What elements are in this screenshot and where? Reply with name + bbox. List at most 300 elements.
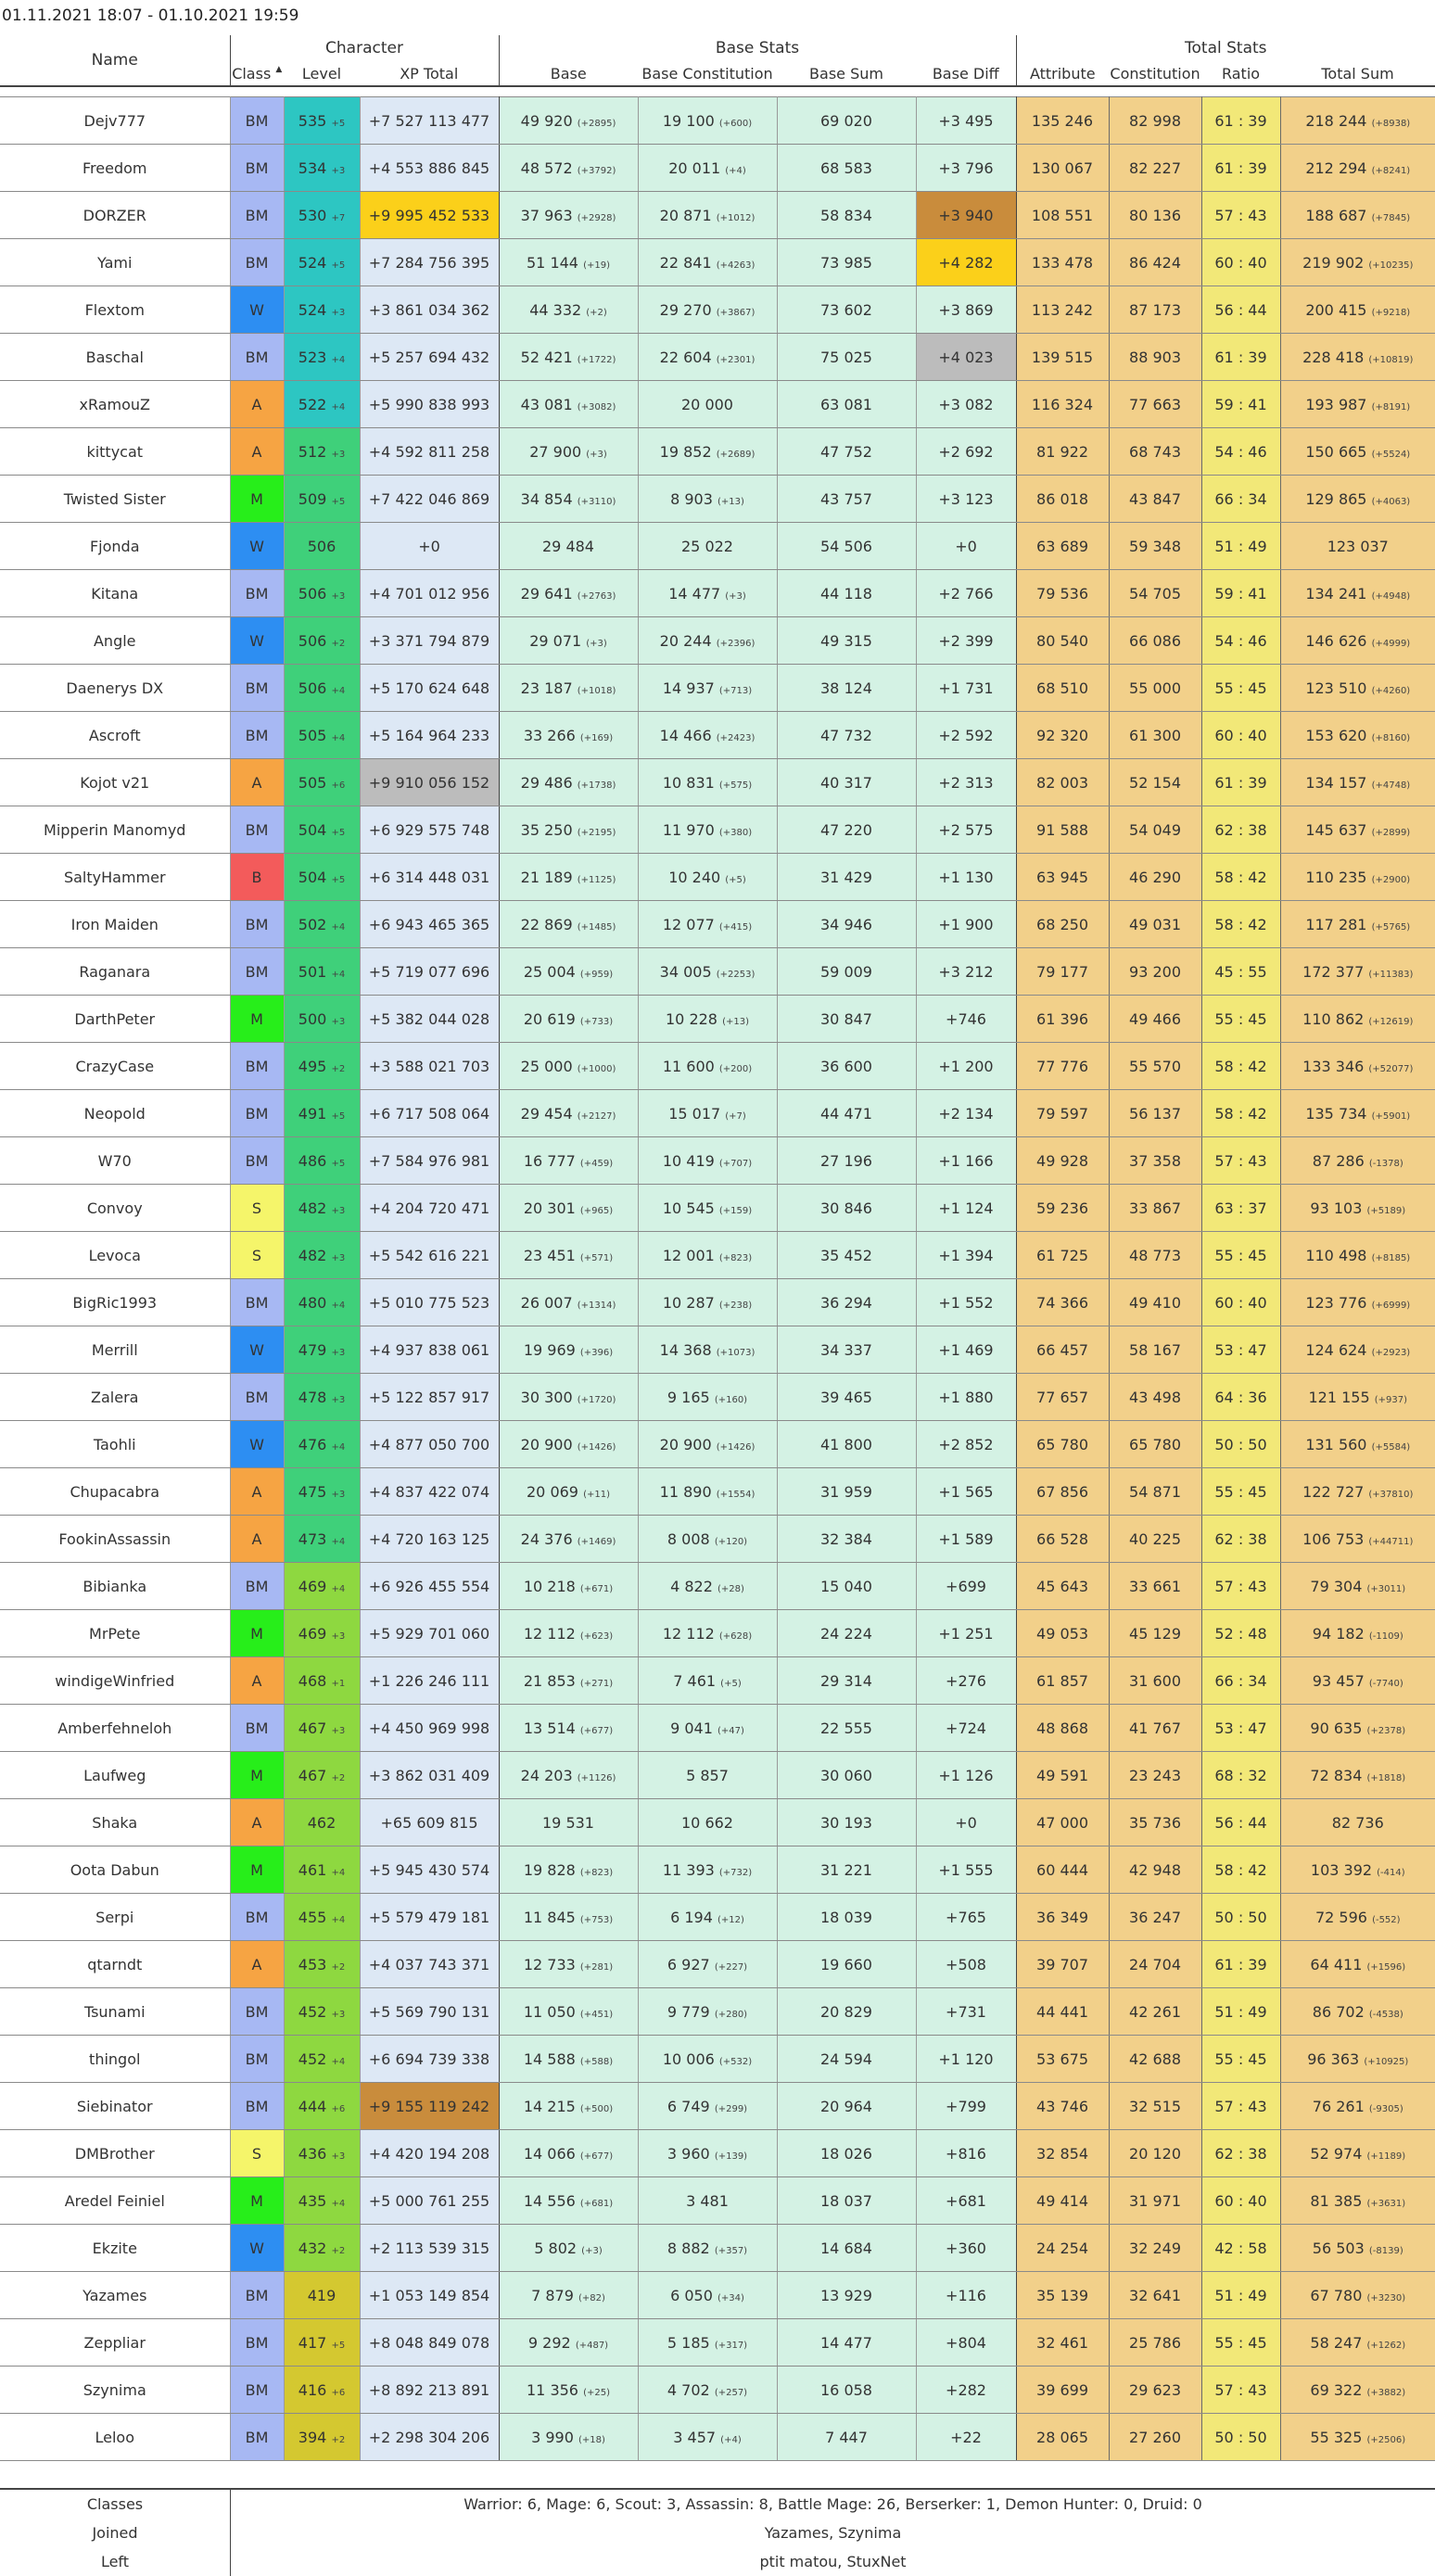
total-sum-cell: 172 377 (+11383) [1280, 948, 1435, 996]
class-badge: W [230, 286, 284, 334]
base-diff-cell: +2 399 [916, 617, 1016, 665]
player-name[interactable]: Bibianka [0, 1563, 230, 1610]
summary-label: Joined [0, 2519, 231, 2547]
header-xp-total[interactable]: XP Total [360, 61, 499, 86]
base-sum-cell: 31 959 [777, 1468, 916, 1516]
player-name[interactable]: MrPete [0, 1610, 230, 1657]
table-row [0, 617, 1435, 665]
attribute-cell: 61 396 [1016, 996, 1109, 1043]
player-name[interactable]: Raganara [0, 948, 230, 996]
constitution-cell: 56 137 [1109, 1090, 1201, 1137]
ratio-cell: 45 : 55 [1201, 948, 1280, 996]
constitution-cell: 41 767 [1109, 1705, 1201, 1752]
total-sum-cell: 87 286 (-1378) [1280, 1137, 1435, 1185]
base-cell: 10 218 (+671) [499, 1563, 638, 1610]
base-sum-cell: 14 684 [777, 2225, 916, 2272]
level-cell: 482 +3 [284, 1232, 360, 1279]
xp-total-cell: +9 995 452 533 [360, 192, 499, 239]
base-cell: 26 007 (+1314) [499, 1279, 638, 1326]
ratio-cell: 42 : 58 [1201, 2225, 1280, 2272]
class-badge: BM [230, 1137, 284, 1185]
base-cell: 29 486 (+1738) [499, 759, 638, 806]
player-name[interactable]: Fjonda [0, 523, 230, 570]
class-badge: W [230, 617, 284, 665]
player-name[interactable]: Neopold [0, 1090, 230, 1137]
xp-total-cell: +5 164 964 233 [360, 712, 499, 759]
player-name[interactable]: Kojot v21 [0, 759, 230, 806]
summary-label: Left [0, 2547, 231, 2576]
base-constitution-cell: 20 900 (+1426) [638, 1421, 777, 1468]
xp-total-cell: +7 584 976 981 [360, 1137, 499, 1185]
base-diff-cell: +360 [916, 2225, 1016, 2272]
player-name[interactable]: Convoy [0, 1185, 230, 1232]
table-row [0, 759, 1435, 806]
header-constitution[interactable]: Constitution [1109, 61, 1201, 86]
player-name[interactable]: Levoca [0, 1232, 230, 1279]
ratio-cell: 61 : 39 [1201, 759, 1280, 806]
header-character-group: Character [230, 35, 499, 61]
base-sum-cell: 47 220 [777, 806, 916, 854]
player-name[interactable]: Siebinator [0, 2083, 230, 2130]
total-sum-cell: 212 294 (+8241) [1280, 145, 1435, 192]
base-cell: 12 733 (+281) [499, 1941, 638, 1988]
ratio-cell: 62 : 38 [1201, 806, 1280, 854]
base-diff-cell: +3 212 [916, 948, 1016, 996]
ratio-cell: 55 : 45 [1201, 1468, 1280, 1516]
ratio-cell: 55 : 45 [1201, 996, 1280, 1043]
base-cell: 24 376 (+1469) [499, 1516, 638, 1563]
player-name[interactable]: windigeWinfried [0, 1657, 230, 1705]
base-constitution-cell: 22 604 (+2301) [638, 334, 777, 381]
class-badge: M [230, 1610, 284, 1657]
class-badge: A [230, 381, 284, 428]
class-badge: BM [230, 1090, 284, 1137]
level-cell: 506 +2 [284, 617, 360, 665]
xp-total-cell: +6 717 508 064 [360, 1090, 499, 1137]
ratio-cell: 57 : 43 [1201, 2367, 1280, 2414]
class-badge: W [230, 523, 284, 570]
total-sum-cell: 117 281 (+5765) [1280, 901, 1435, 948]
attribute-cell: 60 444 [1016, 1846, 1109, 1894]
player-name[interactable]: thingol [0, 2036, 230, 2083]
table-row [0, 2083, 1435, 2130]
table-row [0, 1799, 1435, 1846]
base-sum-cell: 30 060 [777, 1752, 916, 1799]
player-name[interactable]: Aredel Feiniel [0, 2177, 230, 2225]
base-cell: 20 619 (+733) [499, 996, 638, 1043]
summary-table [0, 2488, 1435, 2576]
xp-total-cell: +4 720 163 125 [360, 1516, 499, 1563]
base-diff-cell: +2 766 [916, 570, 1016, 617]
player-name[interactable]: Chupacabra [0, 1468, 230, 1516]
total-sum-cell: 129 865 (+4063) [1280, 476, 1435, 523]
stats-table [0, 35, 1435, 2461]
constitution-cell: 82 998 [1109, 97, 1201, 145]
base-cell: 5 802 (+3) [499, 2225, 638, 2272]
xp-total-cell: +65 609 815 [360, 1799, 499, 1846]
table-row [0, 1421, 1435, 1468]
base-diff-cell: +1 126 [916, 1752, 1016, 1799]
base-sum-cell: 18 026 [777, 2130, 916, 2177]
base-sum-cell: 40 317 [777, 759, 916, 806]
table-row [0, 1232, 1435, 1279]
base-sum-cell: 35 452 [777, 1232, 916, 1279]
ratio-cell: 52 : 48 [1201, 1610, 1280, 1657]
base-sum-cell: 16 058 [777, 2367, 916, 2414]
level-cell: 432 +2 [284, 2225, 360, 2272]
base-diff-cell: +1 394 [916, 1232, 1016, 1279]
total-sum-cell: 134 241 (+4948) [1280, 570, 1435, 617]
player-name[interactable]: Taohli [0, 1421, 230, 1468]
player-name[interactable]: Angle [0, 617, 230, 665]
ratio-cell: 54 : 46 [1201, 428, 1280, 476]
player-name[interactable]: kittycat [0, 428, 230, 476]
total-sum-cell: 56 503 (-8139) [1280, 2225, 1435, 2272]
table-row [0, 2130, 1435, 2177]
total-sum-cell: 90 635 (+2378) [1280, 1705, 1435, 1752]
player-name[interactable]: Amberfehneloh [0, 1705, 230, 1752]
level-cell: 453 +2 [284, 1941, 360, 1988]
total-sum-cell: 72 834 (+1818) [1280, 1752, 1435, 1799]
table-row [0, 1941, 1435, 1988]
ratio-cell: 54 : 46 [1201, 617, 1280, 665]
base-diff-cell: +3 082 [916, 381, 1016, 428]
player-name[interactable]: DarthPeter [0, 996, 230, 1043]
ratio-cell: 61 : 39 [1201, 334, 1280, 381]
ratio-cell: 64 : 36 [1201, 1374, 1280, 1421]
class-badge: BM [230, 2319, 284, 2367]
class-badge: M [230, 996, 284, 1043]
player-name[interactable]: Freedom [0, 145, 230, 192]
player-name[interactable]: Zeppliar [0, 2319, 230, 2367]
base-diff-cell: +799 [916, 2083, 1016, 2130]
player-name[interactable]: CrazyCase [0, 1043, 230, 1090]
xp-total-cell: +4 592 811 258 [360, 428, 499, 476]
xp-total-cell: +5 382 044 028 [360, 996, 499, 1043]
class-badge: W [230, 2225, 284, 2272]
table-row [0, 1326, 1435, 1374]
class-badge: BM [230, 2367, 284, 2414]
base-sum-cell: 29 314 [777, 1657, 916, 1705]
base-constitution-cell: 20 244 (+2396) [638, 617, 777, 665]
level-cell: 506 +3 [284, 570, 360, 617]
base-sum-cell: 75 025 [777, 334, 916, 381]
ratio-cell: 50 : 50 [1201, 1894, 1280, 1941]
constitution-cell: 54 871 [1109, 1468, 1201, 1516]
class-badge: BM [230, 1705, 284, 1752]
class-badge: A [230, 1799, 284, 1846]
constitution-cell: 88 903 [1109, 334, 1201, 381]
player-name[interactable]: Serpi [0, 1894, 230, 1941]
level-cell: 524 +3 [284, 286, 360, 334]
header-base[interactable]: Base [499, 61, 638, 86]
total-sum-cell: 193 987 (+8191) [1280, 381, 1435, 428]
total-sum-cell: 228 418 (+10819) [1280, 334, 1435, 381]
header-level[interactable]: Level [284, 61, 360, 86]
base-sum-cell: 18 039 [777, 1894, 916, 1941]
base-sum-cell: 27 196 [777, 1137, 916, 1185]
base-constitution-cell: 10 831 (+575) [638, 759, 777, 806]
class-badge: BM [230, 192, 284, 239]
base-constitution-cell: 3 960 (+139) [638, 2130, 777, 2177]
attribute-cell: 80 540 [1016, 617, 1109, 665]
attribute-cell: 108 551 [1016, 192, 1109, 239]
ratio-cell: 50 : 50 [1201, 1421, 1280, 1468]
total-sum-cell: 96 363 (+10925) [1280, 2036, 1435, 2083]
total-sum-cell: 106 753 (+44711) [1280, 1516, 1435, 1563]
base-sum-cell: 30 193 [777, 1799, 916, 1846]
attribute-cell: 79 597 [1016, 1090, 1109, 1137]
ratio-cell: 56 : 44 [1201, 1799, 1280, 1846]
base-constitution-cell: 9 041 (+47) [638, 1705, 777, 1752]
player-name[interactable]: Daenerys DX [0, 665, 230, 712]
level-cell: 523 +4 [284, 334, 360, 381]
total-sum-cell: 69 322 (+3882) [1280, 2367, 1435, 2414]
player-name[interactable]: Ekzite [0, 2225, 230, 2272]
player-name[interactable]: SaltyHammer [0, 854, 230, 901]
summary-value: Warrior: 6, Mage: 6, Scout: 3, Assassin: 8, Battle Mage: 26, Berserker: 1, Demon Hunter: 0, Druid: 0 [464, 2495, 1202, 2513]
base-constitution-cell: 8 008 (+120) [638, 1516, 777, 1563]
xp-total-cell: +8 048 849 078 [360, 2319, 499, 2367]
player-name[interactable]: Flextom [0, 286, 230, 334]
player-name[interactable]: FookinAssassin [0, 1516, 230, 1563]
player-name[interactable]: DORZER [0, 192, 230, 239]
total-sum-cell: 219 902 (+10235) [1280, 239, 1435, 286]
player-name[interactable]: qtarndt [0, 1941, 230, 1988]
base-constitution-cell: 6 050 (+34) [638, 2272, 777, 2319]
base-constitution-cell: 11 600 (+200) [638, 1043, 777, 1090]
total-sum-cell: 58 247 (+1262) [1280, 2319, 1435, 2367]
level-cell: 436 +3 [284, 2130, 360, 2177]
level-cell: 476 +4 [284, 1421, 360, 1468]
attribute-cell: 35 139 [1016, 2272, 1109, 2319]
base-cell: 20 069 (+11) [499, 1468, 638, 1516]
class-badge: BM [230, 1043, 284, 1090]
constitution-cell: 27 260 [1109, 2414, 1201, 2461]
class-badge: BM [230, 239, 284, 286]
player-name[interactable]: W70 [0, 1137, 230, 1185]
constitution-cell: 48 773 [1109, 1232, 1201, 1279]
table-row [0, 2414, 1435, 2461]
player-name[interactable]: DMBrother [0, 2130, 230, 2177]
player-name[interactable]: Yami [0, 239, 230, 286]
base-constitution-cell: 20 871 (+1012) [638, 192, 777, 239]
ratio-cell: 53 : 47 [1201, 1705, 1280, 1752]
total-sum-cell: 123 510 (+4260) [1280, 665, 1435, 712]
xp-total-cell: +5 579 479 181 [360, 1894, 499, 1941]
base-diff-cell: +746 [916, 996, 1016, 1043]
attribute-cell: 135 246 [1016, 97, 1109, 145]
base-cell: 48 572 (+3792) [499, 145, 638, 192]
total-sum-cell: 64 411 (+1596) [1280, 1941, 1435, 1988]
base-cell: 21 189 (+1125) [499, 854, 638, 901]
xp-total-cell: +9 910 056 152 [360, 759, 499, 806]
constitution-cell: 43 498 [1109, 1374, 1201, 1421]
base-sum-cell: 38 124 [777, 665, 916, 712]
xp-total-cell: +3 371 794 879 [360, 617, 499, 665]
header-base-constitution[interactable]: Base Constitution [638, 61, 777, 86]
base-sum-cell: 49 315 [777, 617, 916, 665]
base-sum-cell: 43 757 [777, 476, 916, 523]
base-constitution-cell: 12 001 (+823) [638, 1232, 777, 1279]
table-row [0, 854, 1435, 901]
attribute-cell: 67 856 [1016, 1468, 1109, 1516]
table-row [0, 239, 1435, 286]
player-name[interactable]: Leloo [0, 2414, 230, 2461]
level-cell: 469 +4 [284, 1563, 360, 1610]
constitution-cell: 77 663 [1109, 381, 1201, 428]
attribute-cell: 49 414 [1016, 2177, 1109, 2225]
player-name[interactable]: Laufweg [0, 1752, 230, 1799]
base-diff-cell: +2 134 [916, 1090, 1016, 1137]
attribute-cell: 53 675 [1016, 2036, 1109, 2083]
player-name[interactable]: Baschal [0, 334, 230, 381]
attribute-cell: 66 457 [1016, 1326, 1109, 1374]
base-constitution-cell: 22 841 (+4263) [638, 239, 777, 286]
xp-total-cell: +3 861 034 362 [360, 286, 499, 334]
total-sum-cell: 153 620 (+8160) [1280, 712, 1435, 759]
player-name[interactable]: Mipperin Manomyd [0, 806, 230, 854]
table-row [0, 334, 1435, 381]
base-cell: 43 081 (+3082) [499, 381, 638, 428]
constitution-cell: 42 261 [1109, 1988, 1201, 2036]
base-sum-cell: 54 506 [777, 523, 916, 570]
player-name[interactable]: Zalera [0, 1374, 230, 1421]
base-diff-cell: +1 166 [916, 1137, 1016, 1185]
total-sum-cell: 131 560 (+5584) [1280, 1421, 1435, 1468]
level-cell: 506 [284, 523, 360, 570]
level-cell: 506 +4 [284, 665, 360, 712]
base-cell: 3 990 (+18) [499, 2414, 638, 2461]
xp-total-cell: +2 298 304 206 [360, 2414, 499, 2461]
constitution-cell: 20 120 [1109, 2130, 1201, 2177]
header-attribute[interactable]: Attribute [1016, 61, 1109, 86]
header-base-sum[interactable]: Base Sum [777, 61, 916, 86]
xp-total-cell: +7 527 113 477 [360, 97, 499, 145]
attribute-cell: 43 746 [1016, 2083, 1109, 2130]
constitution-cell: 42 688 [1109, 2036, 1201, 2083]
constitution-cell: 93 200 [1109, 948, 1201, 996]
ratio-cell: 51 : 49 [1201, 523, 1280, 570]
total-sum-cell: 135 734 (+5901) [1280, 1090, 1435, 1137]
player-name[interactable]: Kitana [0, 570, 230, 617]
player-name[interactable]: Yazames [0, 2272, 230, 2319]
attribute-cell: 32 461 [1016, 2319, 1109, 2367]
header-total-stats-group: Total Stats [1185, 39, 1267, 57]
base-cell: 29 484 [499, 523, 638, 570]
xp-total-cell: +5 990 838 993 [360, 381, 499, 428]
base-diff-cell: +4 282 [916, 239, 1016, 286]
player-name[interactable]: xRamouZ [0, 381, 230, 428]
total-sum-cell: 124 624 (+2923) [1280, 1326, 1435, 1374]
table-row [0, 948, 1435, 996]
header-name[interactable]: Name [0, 35, 230, 86]
base-constitution-cell: 6 194 (+12) [638, 1894, 777, 1941]
attribute-cell: 28 065 [1016, 2414, 1109, 2461]
base-cell: 24 203 (+1126) [499, 1752, 638, 1799]
player-name[interactable]: Ascroft [0, 712, 230, 759]
base-constitution-cell: 11 393 (+732) [638, 1846, 777, 1894]
attribute-cell: 82 003 [1016, 759, 1109, 806]
base-cell: 14 588 (+588) [499, 2036, 638, 2083]
player-name[interactable]: Tsunami [0, 1988, 230, 2036]
base-diff-cell: +1 880 [916, 1374, 1016, 1421]
table-row [0, 2272, 1435, 2319]
base-diff-cell: +731 [916, 1988, 1016, 2036]
player-name[interactable]: Oota Dabun [0, 1846, 230, 1894]
player-name[interactable]: Merrill [0, 1326, 230, 1374]
total-sum-cell: 93 103 (+5189) [1280, 1185, 1435, 1232]
xp-total-cell: +4 553 886 845 [360, 145, 499, 192]
table-row [0, 2036, 1435, 2083]
header-total-sum[interactable]: Total Sum [1280, 61, 1435, 86]
constitution-cell: 59 348 [1109, 523, 1201, 570]
base-constitution-cell: 10 545 (+159) [638, 1185, 777, 1232]
class-badge: BM [230, 2036, 284, 2083]
table-row [0, 97, 1435, 145]
player-name[interactable]: Szynima [0, 2367, 230, 2414]
sort-ascending-icon: ▲ [275, 64, 283, 74]
total-sum-cell: 67 780 (+3230) [1280, 2272, 1435, 2319]
class-badge: BM [230, 665, 284, 712]
base-constitution-cell: 6 749 (+299) [638, 2083, 777, 2130]
level-cell: 482 +3 [284, 1185, 360, 1232]
player-name[interactable]: Twisted Sister [0, 476, 230, 523]
total-sum-cell: 72 596 (-552) [1280, 1894, 1435, 1941]
attribute-cell: 74 366 [1016, 1279, 1109, 1326]
player-name[interactable]: Shaka [0, 1799, 230, 1846]
class-badge: A [230, 1941, 284, 1988]
class-badge: BM [230, 2272, 284, 2319]
base-cell: 9 292 (+487) [499, 2319, 638, 2367]
base-cell: 35 250 (+2195) [499, 806, 638, 854]
player-name[interactable]: Iron Maiden [0, 901, 230, 948]
level-cell: 394 +2 [284, 2414, 360, 2461]
base-diff-cell: +1 120 [916, 2036, 1016, 2083]
ratio-cell: 62 : 38 [1201, 2130, 1280, 2177]
base-diff-cell: +2 575 [916, 806, 1016, 854]
header-class[interactable]: Class ▲ [230, 61, 284, 86]
base-cell: 11 050 (+451) [499, 1988, 638, 2036]
player-name[interactable]: BigRic1993 [0, 1279, 230, 1326]
base-constitution-cell: 4 702 (+257) [638, 2367, 777, 2414]
base-cell: 23 451 (+571) [499, 1232, 638, 1279]
xp-total-cell: +5 000 761 255 [360, 2177, 499, 2225]
attribute-cell: 24 254 [1016, 2225, 1109, 2272]
base-sum-cell: 30 846 [777, 1185, 916, 1232]
header-ratio[interactable]: Ratio [1201, 61, 1280, 86]
xp-total-cell: +4 837 422 074 [360, 1468, 499, 1516]
base-cell: 27 900 (+3) [499, 428, 638, 476]
base-diff-cell: +2 313 [916, 759, 1016, 806]
level-cell: 478 +3 [284, 1374, 360, 1421]
base-constitution-cell: 10 287 (+238) [638, 1279, 777, 1326]
base-diff-cell: +3 869 [916, 286, 1016, 334]
base-diff-cell: +508 [916, 1941, 1016, 1988]
table-row [0, 1090, 1435, 1137]
table-row [0, 806, 1435, 854]
xp-total-cell: +5 542 616 221 [360, 1232, 499, 1279]
table-row [0, 381, 1435, 428]
base-diff-cell: +2 852 [916, 1421, 1016, 1468]
header-base-diff[interactable]: Base Diff [916, 61, 1016, 86]
base-sum-cell: 20 964 [777, 2083, 916, 2130]
xp-total-cell: +3 588 021 703 [360, 1043, 499, 1090]
table-row [0, 712, 1435, 759]
base-diff-cell: +1 251 [916, 1610, 1016, 1657]
constitution-cell: 66 086 [1109, 617, 1201, 665]
player-name[interactable]: Dejv777 [0, 97, 230, 145]
